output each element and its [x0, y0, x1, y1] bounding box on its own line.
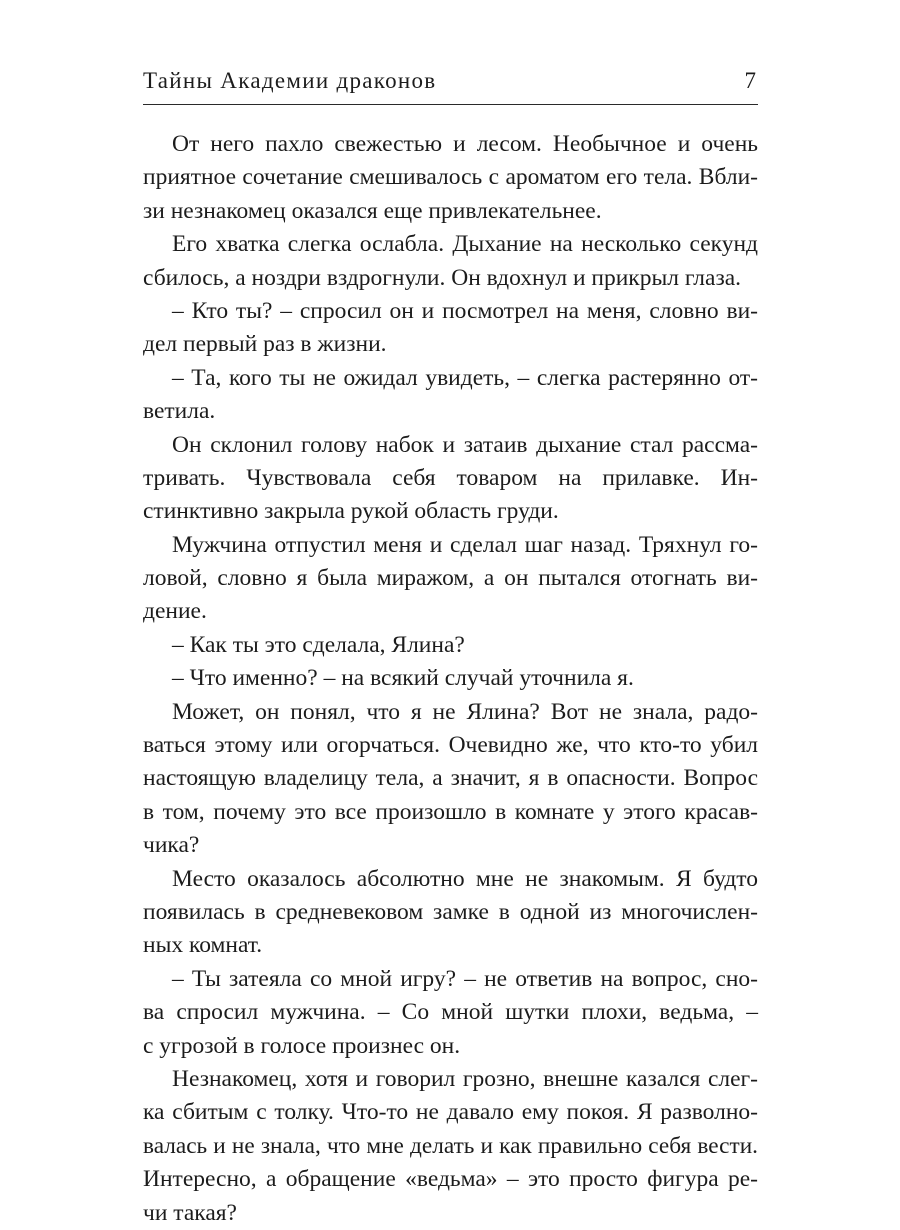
- text-line: настоящую владелицу тела, а значит, я в опасности. Вопрос: [143, 765, 758, 792]
- paragraph: [143, 228, 758, 295]
- paragraph: [143, 295, 758, 362]
- text-line: в том, почему это все произошло в комнате у этого красав-: [143, 798, 758, 825]
- paragraph: [143, 963, 758, 1063]
- text-line: ловой, словно я была миражом, а он пытался отогнать ви-: [143, 565, 758, 592]
- text-line: Он склонил голову набок и затаив дыхание стал рассма-: [172, 431, 758, 458]
- paragraph: [143, 696, 758, 863]
- text-line: чика?: [143, 832, 200, 859]
- text-line: – Та, кого ты не ожидал увидеть, – слегка растерянно от-: [172, 364, 758, 391]
- body-text: [143, 128, 758, 1230]
- book-title: Тайны Академии драконов: [143, 68, 437, 93]
- text-line: Может, он понял, что я не Ялина? Вот не знала, радо-: [172, 698, 758, 725]
- paragraph: [143, 529, 758, 629]
- paragraph: [143, 863, 758, 963]
- paragraph: [143, 629, 758, 662]
- paragraph: [143, 362, 758, 429]
- paragraph: [143, 128, 758, 228]
- text-line: Незнакомец, хотя и говорил грозно, внешне казался слег-: [172, 1065, 758, 1092]
- text-line: чи такая?: [143, 1199, 237, 1226]
- text-line: ва спросил мужчина. – Со мной шутки плохи, ведьма, –: [143, 999, 758, 1026]
- text-line: ка сбитым с толку. Что-то не давало ему покоя. Я разволно-: [143, 1099, 758, 1126]
- text-line: зи незнакомец оказался еще привлекательнее.: [143, 197, 602, 224]
- text-line: ваться этому или огорчаться. Очевидно же, что кто-то убил: [143, 732, 758, 759]
- text-line: ветила.: [143, 398, 216, 425]
- text-line: Место оказалось абсолютно мне не знакомым. Я будто: [172, 865, 758, 892]
- text-line: – Ты затеяла со мной игру? – не ответив на вопрос, сно-: [172, 965, 758, 992]
- text-line: с угрозой в голосе произнес он.: [143, 1032, 461, 1059]
- text-line: дел первый раз в жизни.: [143, 331, 387, 358]
- paragraph: [143, 662, 758, 695]
- text-line: появилась в средневековом замке в одной из многочислен-: [143, 898, 758, 925]
- text-line: – Что именно? – на всякий случай уточнила я.: [172, 665, 634, 692]
- text-line: – Как ты это сделала, Ялина?: [172, 631, 465, 658]
- text-line: стинктивно закрыла рукой область груди.: [143, 498, 559, 525]
- text-line: приятное сочетание смешивалось с ароматом его тела. Вбли-: [143, 164, 758, 191]
- text-line: – Кто ты? – спросил он и посмотрел на меня, словно ви-: [172, 297, 758, 324]
- text-line: сбилось, а ноздри вздрогнули. Он вдохнул и прикрыл глаза.: [143, 264, 742, 291]
- header-divider: [143, 104, 758, 105]
- text-line: Мужчина отпустил меня и сделал шаг назад. Тряхнул го-: [172, 531, 758, 558]
- paragraph: [143, 429, 758, 529]
- text-line: тривать. Чувствовала себя товаром на прилавке. Ин-: [143, 464, 758, 491]
- text-line: ных комнат.: [143, 932, 263, 959]
- text-line: Его хватка слегка ослабла. Дыхание на несколько секунд: [172, 231, 758, 258]
- text-line: От него пахло свежестью и лесом. Необычное и очень: [172, 131, 758, 157]
- text-line: валась и не знала, что мне делать и как правильно себя вести.: [143, 1132, 758, 1159]
- page-number: 7: [744, 68, 756, 93]
- paragraph: [143, 1063, 758, 1230]
- running-header: [143, 62, 758, 102]
- text-line: дение.: [143, 598, 207, 625]
- text-line: Интересно, а обращение «ведьма» – это просто фигура ре-: [143, 1166, 758, 1193]
